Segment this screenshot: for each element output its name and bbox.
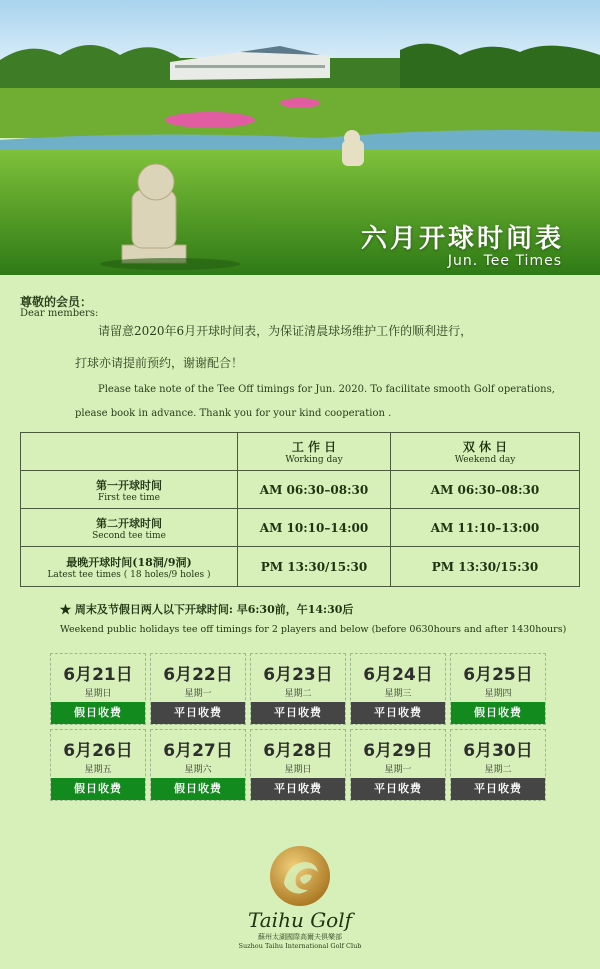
day-date: 6月30日: [463, 741, 533, 761]
header-weekend-en: Weekend day: [454, 455, 516, 465]
fee-badge: 假日收费: [51, 702, 145, 724]
hero-subtitle: Jun. Tee Times: [447, 253, 562, 269]
brand-name-en: Suzhou Taihu International Golf Club: [238, 942, 362, 950]
day-weekday: 星期一: [184, 689, 212, 699]
row-label-second-tee: [21, 509, 238, 547]
day-date: 6月29日: [363, 741, 433, 761]
table-corner-cell: [21, 433, 238, 471]
hero-title: 六月开球时间表: [360, 224, 564, 254]
header-weekend-cn: 双 休 日: [462, 440, 508, 454]
table-row: [21, 509, 580, 547]
day-weekday: 星期日: [84, 689, 112, 699]
cell-weekend-time: AM 11:10–13:00: [391, 509, 580, 547]
taihu-golf-logo-icon: [266, 842, 334, 910]
cell-working-time: AM 06:30–08:30: [238, 471, 391, 509]
hero-banner: [0, 0, 600, 275]
row-label-en: First tee time: [97, 492, 160, 503]
fee-badge: 平日收费: [451, 778, 545, 800]
cell-weekend-time: PM 13:30/15:30: [391, 547, 580, 587]
cell-working-time: AM 10:10–14:00: [238, 509, 391, 547]
intro-paragraph-en-1: Please take note of the Tee Off timings for Jun. 2020. To facilitate smooth Golf operations,: [98, 384, 555, 395]
day-date: 6月28日: [263, 741, 333, 761]
calendar-day: [50, 653, 146, 725]
table-row: [21, 547, 580, 587]
tee-time-table: [20, 432, 580, 587]
day-date: 6月21日: [63, 665, 133, 685]
day-date: 6月27日: [163, 741, 233, 761]
fee-badge: 假日收费: [151, 778, 245, 800]
header-weekend-day: [391, 433, 580, 471]
greeting-cn: 尊敬的会员：: [20, 295, 93, 309]
calendar-row: [50, 653, 550, 725]
fee-badge: 假日收费: [51, 778, 145, 800]
row-label-cn: 第一开球时间: [96, 478, 162, 492]
calendar-day: [450, 729, 546, 801]
day-weekday: 星期六: [184, 765, 212, 775]
day-date: 6月24日: [363, 665, 433, 685]
day-weekday: 星期一: [384, 765, 412, 775]
row-label-cn: 第二开球时间: [96, 516, 162, 530]
weekend-note-en: Weekend public holidays tee off timings for 2 players and below (before 0630hours and after 1430hours): [60, 624, 567, 635]
greeting-en: Dear members:: [20, 308, 99, 319]
calendar-day: [350, 729, 446, 801]
brand-name: Taihu Golf: [247, 908, 353, 932]
fee-badge: 假日收费: [451, 702, 545, 724]
row-label-en: Latest tee times ( 18 holes/9 holes ): [47, 569, 211, 580]
calendar-day: [150, 729, 246, 801]
fee-badge: 平日收费: [251, 778, 345, 800]
row-label-en: Second tee time: [92, 530, 166, 541]
day-weekday: 星期二: [484, 765, 512, 775]
day-weekday: 星期二: [284, 689, 312, 699]
brand-name-cn: 蘇州太湖國際高爾夫俱樂部: [258, 933, 342, 941]
day-date: 6月22日: [163, 665, 233, 685]
day-weekday: 星期三: [384, 689, 412, 699]
row-label-cn: 最晚开球时间(18洞/9洞): [66, 555, 192, 569]
fee-calendar: [50, 653, 550, 805]
day-date: 6月23日: [263, 665, 333, 685]
intro-paragraph-cn-2: 打球亦请提前预约，谢谢配合！: [75, 356, 244, 370]
calendar-day: [250, 653, 346, 725]
fee-badge: 平日收费: [151, 702, 245, 724]
fee-badge: 平日收费: [251, 702, 345, 724]
table-row: [21, 471, 580, 509]
calendar-day: [250, 729, 346, 801]
cell-weekend-time: AM 06:30–08:30: [391, 471, 580, 509]
day-date: 6月26日: [63, 741, 133, 761]
day-weekday: 星期日: [284, 765, 312, 775]
fee-badge: 平日收费: [351, 778, 445, 800]
weekend-note-cn: ★ 周末及节假日两人以下开球时间: 早6:30前，午14:30后: [60, 603, 354, 616]
header-working-day: [238, 433, 391, 471]
header-working-cn: 工 作 日: [291, 440, 337, 454]
cell-working-time: PM 13:30/15:30: [238, 547, 391, 587]
intro-paragraph-en-2: please book in advance. Thank you for your kind cooperation .: [75, 408, 392, 419]
fee-badge: 平日收费: [351, 702, 445, 724]
header-working-en: Working day: [285, 455, 343, 465]
day-weekday: 星期五: [84, 765, 112, 775]
calendar-day: [150, 653, 246, 725]
row-label-first-tee: [21, 471, 238, 509]
calendar-day: [50, 729, 146, 801]
row-label-latest-tee: [21, 547, 238, 587]
calendar-day: [350, 653, 446, 725]
day-date: 6月25日: [463, 665, 533, 685]
calendar-row: [50, 729, 550, 801]
calendar-day: [450, 653, 546, 725]
intro-paragraph-cn-1: 请留意2020年6月开球时间表，为保证清晨球场维护工作的顺利进行，: [98, 324, 473, 338]
day-weekday: 星期四: [484, 689, 512, 699]
